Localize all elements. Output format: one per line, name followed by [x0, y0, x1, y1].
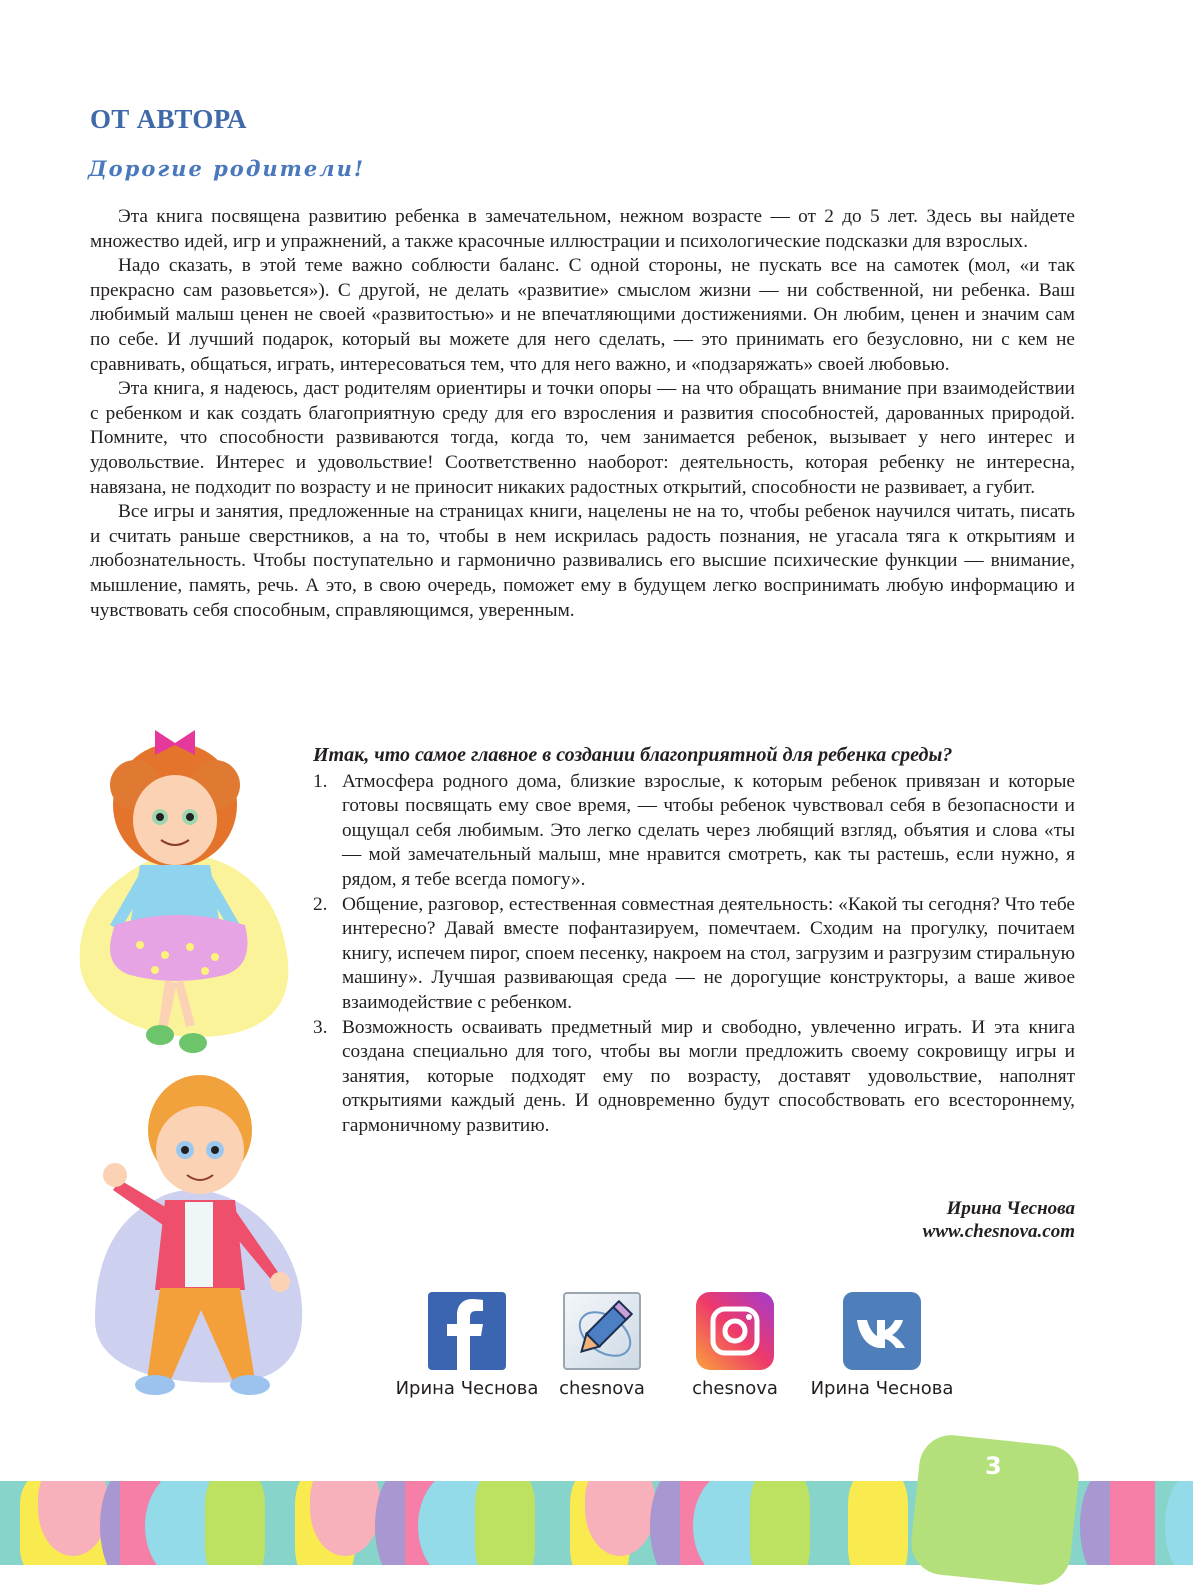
social-facebook[interactable] [382, 1292, 552, 1399]
paragraph: Все игры и занятия, предложенные на страницах книги, нацелены не на то, чтобы ребенок научился читать, писать и считать раньше сверстников, а на то, чтобы в нем искрилась радость познания, не угасала тяга к открытиям и любознательность. Чтобы поступательно и гармонично развивались его высшие психические функции — внимание, мышление, память, речь. А это, в свою очередь, поможет ему в будущем легко воспринимать любую информацию и чувствовать себя способным, справляющимся, уверенным. [90, 501, 1075, 621]
list-number: 3. [313, 1016, 328, 1038]
boy-illustration [85, 1060, 315, 1410]
social-label: chesnova [559, 1378, 645, 1399]
list-heading: Итак, что самое главное в создании благоприятной для ребенка среды? [313, 744, 953, 766]
paragraph: Надо сказать, в этой теме важно соблюсти баланс. С одной стороны, не пускать все на самотек (мол, «и так прекрасно сам разовьется»). С другой, не делать «развитие» смыслом жизни — ни собственной, ни ребенка. Ваш любимый малыш ценен не своей «развитостью» и не впечатляющими достижениями. Он любим, ценен и значим сам по себе. И лучший подарок, который вы можете для него сделать, — это принимать его безусловно, ни с кем не сравнивать, общаться, играть, интересоваться тем, что для него важно, и «подзаряжать» своей любовью. [90, 255, 1075, 375]
social-label: Ирина Чеснова [810, 1378, 954, 1399]
vk-icon[interactable] [843, 1292, 921, 1370]
list-number: 2. [313, 893, 328, 915]
facebook-icon[interactable] [428, 1292, 506, 1370]
paragraph: Эта книга, я надеюсь, даст родителям ориентиры и точки опоры — на что обращать внимание при взаимодействии с ребенком и как создать благоприятную среду для его взросления и развития способностей, дарованных природой. Помните, что способности развиваются тогда, когда то, чем занимается ребенок, вызывает у него интерес и удовольствие. Интерес и удовольствие! Соответственно наоборот: деятельность, которая ребенку не интересна, навязана, не подходит по возрасту и не приносит никаких радостных открытий, способности не развивает, а губит. [90, 378, 1075, 498]
instagram-icon[interactable] [696, 1292, 774, 1370]
author-website[interactable]: www.chesnova.com [922, 1221, 1075, 1242]
list-text: Атмосфера родного дома, близкие взрослые, к которым ребенок привязан и которые готовы посвящать ему свое время, — чтобы ребенок чувствовал себя в безопасности и ощущал себя любимым. Это легко сделать через любящий взгляд, объятия и слова «ты — мой замечательный малыш, мне нравится смотреть, как ты растешь, если нужно, я рядом, я тебе всегда помогу». [342, 770, 1075, 890]
list-item [313, 770, 1075, 893]
paragraph: Эта книга посвящена развитию ребенка в замечательном, нежном возрасте — от 2 до 5 лет. Здесь вы найдете множество идей, игр и упражнений, а также красочные иллюстрации и психологические подсказки для взрослых. [90, 206, 1075, 252]
author-name: Ирина Чеснова [946, 1198, 1075, 1219]
signature [923, 1197, 1075, 1243]
social-links [392, 1292, 972, 1402]
page-subtitle: Дорогие родители! [88, 156, 366, 181]
social-vk[interactable] [797, 1292, 967, 1399]
girl-illustration [55, 725, 305, 1055]
social-label: Ирина Чеснова [395, 1378, 539, 1399]
page-title: ОТ АВТОРА [90, 104, 247, 134]
livejournal-pencil-icon[interactable] [563, 1292, 641, 1370]
key-points [313, 743, 1075, 1139]
social-instagram[interactable] [675, 1292, 795, 1399]
list-text: Общение, разговор, естественная совместная деятельность: «Какой ты сегодня? Что тебе интересно? Давай вместе пофантазируем, помечтаем. Сходим на прогулку, почитаем книгу, испечем пирог, споем песенку, накроем на стол, загрузим и разгрузим стиральную машину». Лучшая развивающая среда — не дорогущие конструкторы, а ваше живое взаимодействие с ребенком. [342, 893, 1075, 1013]
social-livejournal[interactable] [542, 1292, 662, 1399]
list-text: Возможность осваивать предметный мир и свободно, увлеченно играть. И эта книга создана специально для того, чтобы вы могли предложить своему сокровищу игры и занятия, которые подходят ему по возрасту, доставят удовольствие, наполнят открытиями каждый день. И одновременно будут способствовать его всестороннему, гармоничному развитию. [342, 1016, 1075, 1136]
intro-text [90, 205, 1075, 623]
list-item [313, 893, 1075, 1016]
page-number: 3 [985, 1452, 1002, 1480]
social-label: chesnova [692, 1378, 778, 1399]
list-number: 1. [313, 770, 328, 792]
list-item [313, 1016, 1075, 1139]
